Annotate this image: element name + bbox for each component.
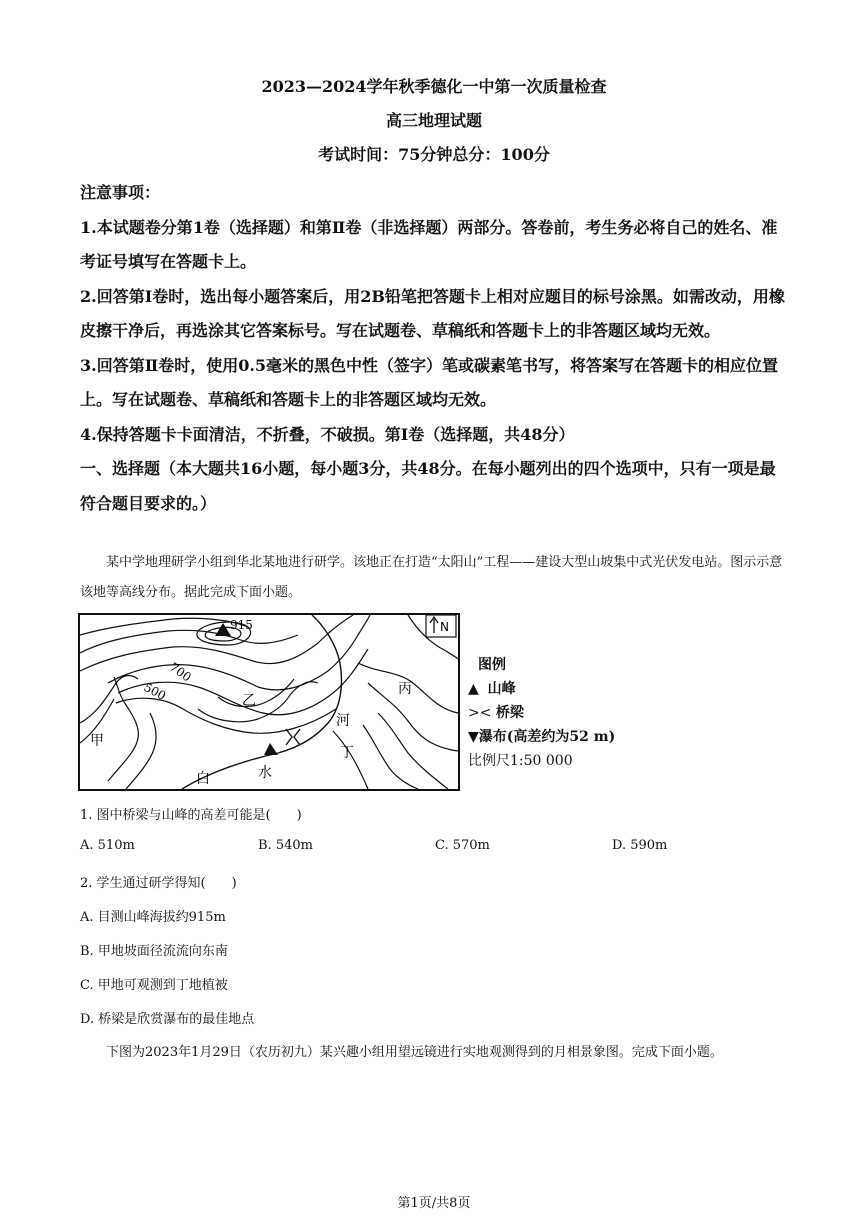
exam-info: 考试时间：75分钟总分：100分 bbox=[318, 145, 550, 164]
notice-item-3: 3.回答第Ⅱ卷时，使用0.5毫米的黑色中性（签字）笔或碳素笔书写，将答案写在答题卡的相应位置上。写在试题卷、草稿纸和答题卡上的非答题区域均无效。 bbox=[80, 355, 779, 409]
river-char-3: 河 bbox=[336, 713, 350, 729]
legend-row-peak bbox=[468, 677, 668, 701]
q1-option-d[interactable]: D. 590m bbox=[612, 838, 668, 853]
legend-peak-icon: ▲ bbox=[468, 681, 488, 697]
q2-option-b[interactable]: B. 甲地坡面径流流向东南 bbox=[80, 944, 228, 959]
place-label-yi: 乙 bbox=[242, 693, 256, 709]
peak-elevation-label: 915 bbox=[230, 618, 253, 632]
question-2-stem: 2. 学生通过研学得知( ) bbox=[80, 876, 237, 891]
river-char-2: 水 bbox=[258, 765, 272, 781]
legend-row-bridge bbox=[468, 701, 668, 725]
q1-option-b[interactable]: B. 540m bbox=[258, 838, 313, 853]
notice-item-2: 2.回答第Ⅰ卷时，选出每小题答案后，用2B铅笔把答题卡上相对应题目的标号涂黑。如需改动，用橡皮擦干净后，再选涂其它答案标号。写在试题卷、草稿纸和答题卡上的非答题区域均无效。 bbox=[80, 286, 785, 340]
north-label: N bbox=[440, 620, 449, 634]
place-label-jia: 甲 bbox=[90, 733, 104, 749]
q1-option-c[interactable]: C. 570m bbox=[435, 838, 490, 853]
intro-paragraph-2 bbox=[80, 1038, 790, 1068]
legend-title: 图例 bbox=[478, 657, 506, 673]
q2-option-a[interactable]: A. 目测山峰海拔约915m bbox=[80, 910, 226, 925]
exam-subtitle: 高三地理试题 bbox=[385, 111, 482, 130]
legend-bridge-icon: >< bbox=[468, 705, 496, 721]
intro-text-1: 某中学地理研学小组到华北某地进行研学。该地正在打造“太阳山”工程——建设大型山坡集中式光伏发电站。图示示意该地等高线分布。据此完成下面小题。 bbox=[80, 555, 783, 600]
section-heading: 一、选择题（本大题共16小题，每小题3分，共48分。在每小题列出的四个选项中，只有一项是最符合题目要求的。） bbox=[80, 459, 776, 513]
page-footer: 第1页/共8页 bbox=[397, 1196, 471, 1211]
legend-peak-label: 山峰 bbox=[487, 681, 516, 697]
exam-title: 2023—2024学年秋季德化一中第一次质量检查 bbox=[261, 77, 607, 96]
intro-paragraph-1 bbox=[80, 548, 790, 608]
legend-scale: 比例尺1:50 000 bbox=[468, 753, 573, 769]
notice-item-1: 1.本试题卷分第1卷（选择题）和第Ⅱ卷（非选择题）两部分。答卷前，考生务必将自己的姓名、准考证号填写在答题卡上。 bbox=[80, 217, 778, 271]
notice-heading: 注意事项： bbox=[80, 183, 161, 202]
legend-waterfall-label: 瀑布(高差约为52 m) bbox=[478, 729, 616, 745]
notice-item-4: 4.保持答题卡卡面清洁，不折叠，不破损。第Ⅰ卷（选择题，共48分） bbox=[80, 424, 575, 444]
map-frame bbox=[79, 614, 459, 790]
notice-section bbox=[80, 176, 790, 521]
map-legend bbox=[468, 653, 668, 773]
contour-map bbox=[78, 613, 460, 791]
legend-row-waterfall bbox=[468, 725, 668, 749]
q2-option-c[interactable]: C. 甲地可观测到丁地植被 bbox=[80, 978, 228, 993]
place-label-ding: 丁 bbox=[340, 745, 354, 761]
legend-waterfall-icon: ▼ bbox=[468, 729, 479, 745]
river-char-1: 白 bbox=[196, 771, 210, 787]
legend-bridge-label: 桥梁 bbox=[495, 705, 524, 721]
place-label-bing: 丙 bbox=[398, 681, 412, 697]
contour-label-500: 500 bbox=[141, 680, 169, 704]
intro-text-2: 下图为2023年1月29日（农历初九）某兴趣小组用望远镜进行实地观测得到的月相景象图。完成下面小题。 bbox=[106, 1045, 723, 1060]
q2-option-d[interactable]: D. 桥梁是欣赏瀑布的最佳地点 bbox=[80, 1012, 255, 1027]
q1-option-a[interactable]: A. 510m bbox=[80, 838, 135, 853]
question-1-stem: 1. 图中桥梁与山峰的高差可能是( ) bbox=[80, 808, 302, 823]
contour-label-700: 700 bbox=[167, 659, 194, 685]
